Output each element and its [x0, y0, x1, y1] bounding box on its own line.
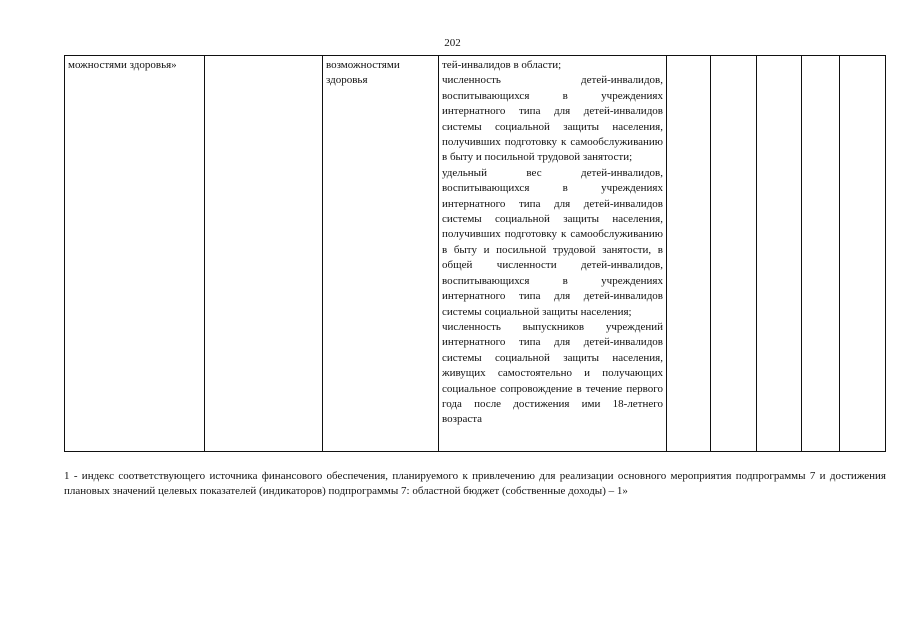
value-cell — [711, 56, 757, 452]
result-cell — [323, 56, 439, 452]
indicator-item: численность детей-инвалидов, воспитывающихся в учреждениях интернатного типа для детей-инвалидов системы социальной защиты населения, получивших подготовку к самообслуживанию в быту и посильной трудовой занятости; — [442, 74, 663, 164]
footnote: 1 - индекс соответствующего источника финансового обеспечения, планируемого к привлечению для реализации основного мероприятия подпрограммы 7 и достижения плановых значений целевых показателей (индикаторов) подпрограммы 7: областной бюджет (собственные доходы) – 1» — [64, 470, 886, 497]
result-text: возможностями здоровья — [326, 59, 400, 87]
indicator-item: удельный вес детей-инвалидов, воспитывающихся в учреждениях интернатного типа для детей-инвалидов системы социальной защиты населения, получивших подготовку к самообслуживанию в быту и посильной трудовой занятости, в общей численности детей-инвалидов, воспитывающихся в учреждениях интернатного типа для детей-инвалидов системы социальной защиты населения; — [442, 166, 663, 318]
indicators-cell — [439, 56, 667, 452]
value-cell — [757, 56, 802, 452]
table-row — [65, 56, 886, 452]
value-cell — [667, 56, 711, 452]
page-number: 202 — [444, 37, 461, 49]
indicator-item: тей-инвалидов в области; — [442, 59, 562, 71]
value-cell — [802, 56, 840, 452]
value-cell — [840, 56, 886, 452]
indicator-item: численность выпускников учреждений интернатного типа для детей-инвалидов системы социальной защиты населения, живущих самостоятельно и получающих социальное сопровождение в течение первого года после достижения ими 18-летнего возраста — [442, 320, 663, 426]
program-table — [64, 55, 886, 452]
activity-name-text: можностями здоровья» — [68, 59, 177, 71]
activity-name-cell — [65, 56, 205, 452]
executor-cell — [205, 56, 323, 452]
